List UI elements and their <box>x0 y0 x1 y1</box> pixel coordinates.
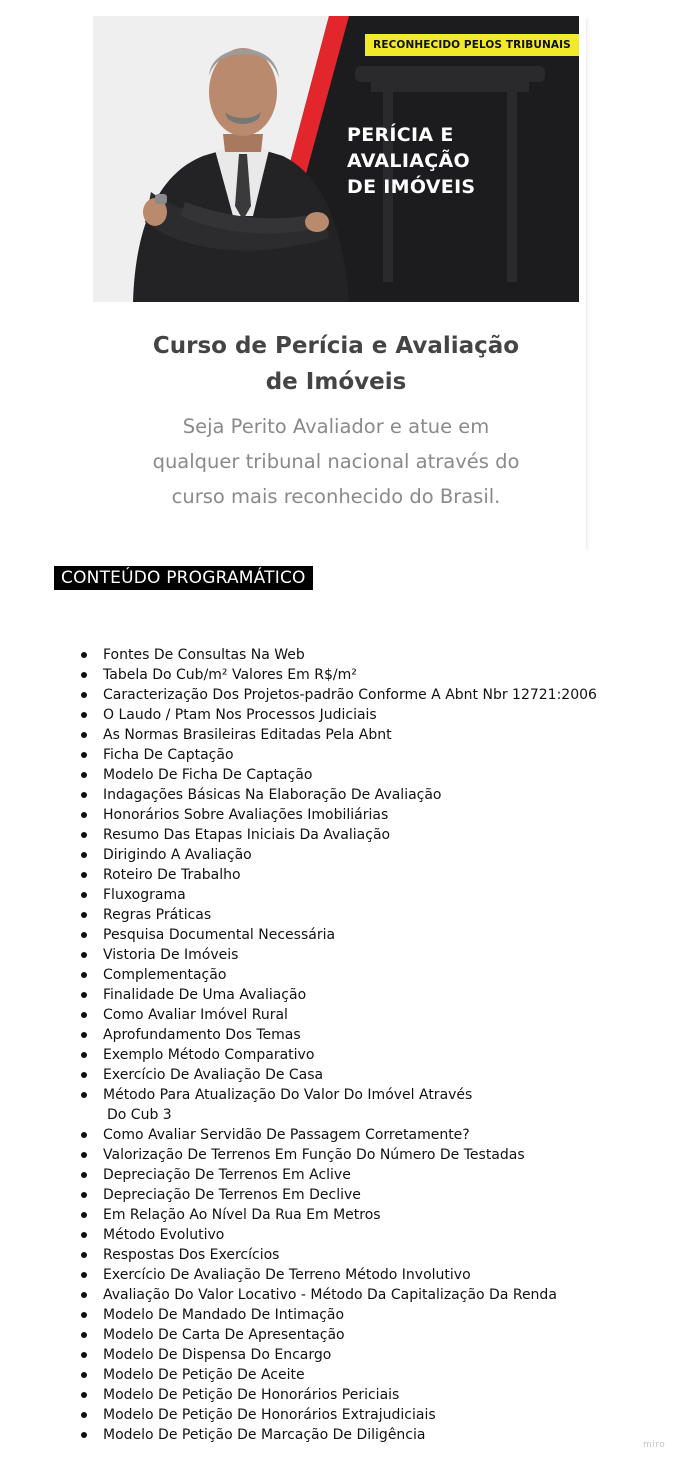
topic-item: As Normas Brasileiras Editadas Pela Abnt <box>80 725 640 745</box>
course-card <box>93 16 586 552</box>
topic-item: Caracterização Dos Projetos-padrão Conforme A Abnt Nbr 12721:2006 <box>80 685 640 705</box>
topic-item: Modelo De Ficha De Captação <box>80 765 640 785</box>
topic-item: Método Evolutivo <box>80 1225 640 1245</box>
topic-item: Finalidade De Uma Avaliação <box>80 985 640 1005</box>
topic-item: Respostas Dos Exercícios <box>80 1245 640 1265</box>
topic-item: Exercício De Avaliação De Casa <box>80 1065 640 1085</box>
section-title: CONTEÚDO PROGRAMÁTICO <box>54 566 313 590</box>
topic-item: Honorários Sobre Avaliações Imobiliárias <box>80 805 640 825</box>
topic-item: Ficha De Captação <box>80 745 640 765</box>
topic-item: Indagações Básicas Na Elaboração De Avaliação <box>80 785 640 805</box>
course-title-line: Curso de Perícia e Avaliação <box>152 333 520 359</box>
topic-item: Modelo De Petição De Honorários Periciais <box>80 1385 640 1405</box>
course-subtitle-line: curso mais reconhecido do Brasil. <box>171 485 501 508</box>
topic-item-wrapped <box>80 1085 640 1125</box>
topic-item: Tabela Do Cub/m² Valores Em R$/m² <box>80 665 640 685</box>
topic-item: Pesquisa Documental Necessária <box>80 925 640 945</box>
topic-item: Fluxograma <box>80 885 640 905</box>
topic-item: Vistoria De Imóveis <box>80 945 640 965</box>
topic-item: Depreciação De Terrenos Em Declive <box>80 1185 640 1205</box>
topic-item: Regras Práticas <box>80 905 640 925</box>
topic-item-line: Método Para Atualização Do Valor Do Imóvel Através <box>103 1087 473 1103</box>
miro-watermark: miro <box>643 1440 666 1450</box>
topic-item: Modelo De Carta De Apresentação <box>80 1325 640 1345</box>
topic-item: Roteiro De Trabalho <box>80 865 640 885</box>
topic-list <box>80 645 640 1445</box>
course-banner <box>93 16 579 302</box>
banner-title-line: AVALIAÇÃO <box>347 150 470 172</box>
topic-item: Dirigindo A Avaliação <box>80 845 640 865</box>
topic-item: O Laudo / Ptam Nos Processos Judiciais <box>80 705 640 725</box>
topic-item: Aprofundamento Dos Temas <box>80 1025 640 1045</box>
topic-item: Modelo De Petição De Aceite <box>80 1365 640 1385</box>
topic-item: Como Avaliar Imóvel Rural <box>80 1005 640 1025</box>
course-title <box>93 328 579 400</box>
topic-item: Modelo De Dispensa Do Encargo <box>80 1345 640 1365</box>
course-subtitle <box>93 409 579 514</box>
topic-item: Exemplo Método Comparativo <box>80 1045 640 1065</box>
topic-item: Exercício De Avaliação De Terreno Método Involutivo <box>80 1265 640 1285</box>
recognition-badge: RECONHECIDO PELOS TRIBUNAIS <box>365 34 579 56</box>
topic-item: Modelo De Petição De Marcação De Diligência <box>80 1425 640 1445</box>
topic-item: Modelo De Mandado De Intimação <box>80 1305 640 1325</box>
topic-item: Valorização De Terrenos Em Função Do Número De Testadas <box>80 1145 640 1165</box>
topic-item-line: Do Cub 3 <box>107 1107 172 1123</box>
topic-item: Avaliação Do Valor Locativo - Método Da Capitalização Da Renda <box>80 1285 640 1305</box>
topic-item: Depreciação De Terrenos Em Aclive <box>80 1165 640 1185</box>
topic-item: Resumo Das Etapas Iniciais Da Avaliação <box>80 825 640 845</box>
topic-item: Em Relação Ao Nível Da Rua Em Metros <box>80 1205 640 1225</box>
topic-item: Como Avaliar Servidão De Passagem Corretamente? <box>80 1125 640 1145</box>
topic-item: Complementação <box>80 965 640 985</box>
banner-title-line: DE IMÓVEIS <box>347 176 476 198</box>
course-subtitle-line: qualquer tribunal nacional através do <box>152 450 520 473</box>
banner-title-line: PERÍCIA E <box>347 124 454 146</box>
topic-item: Modelo De Petição De Honorários Extrajudiciais <box>80 1405 640 1425</box>
course-title-line: de Imóveis <box>265 369 407 395</box>
banner-title <box>347 122 547 200</box>
topic-item: Fontes De Consultas Na Web <box>80 645 640 665</box>
course-subtitle-line: Seja Perito Avaliador e atue em <box>182 415 490 438</box>
